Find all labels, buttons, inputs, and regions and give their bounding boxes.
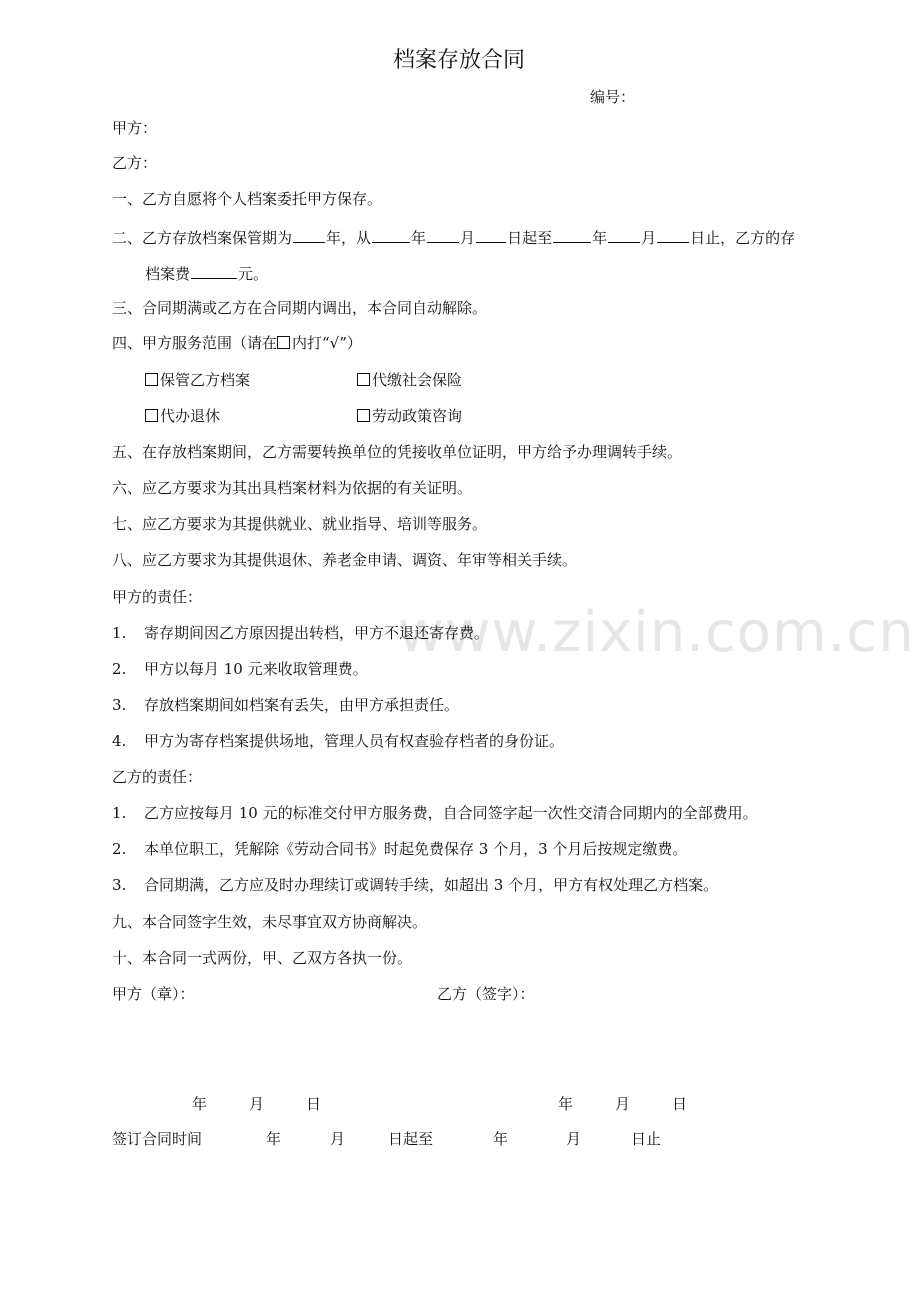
party-b-duties-heading: 乙方的责任：	[112, 768, 203, 786]
party-b-signature-label: 乙方（签字）：	[437, 985, 535, 1003]
clause-5: 五、在存放档案期间，乙方需要转换单位的凭接收单位证明，甲方给予办理调转手续。	[112, 443, 683, 461]
party-a-duty-4: 4. 甲方为寄存档案提供场地，管理人员有权查验存档者的身份证。	[112, 732, 565, 750]
party-a-duties-heading: 甲方的责任：	[112, 588, 203, 606]
party-b-date-day: 日	[672, 1095, 688, 1113]
blank-period-years[interactable]	[293, 226, 325, 243]
option-social-insurance[interactable]: 代缴社会保险	[357, 370, 462, 390]
sign-date-year-2: 年	[493, 1130, 509, 1148]
clause-9: 九、本合同签字生效，未尽事宜双方协商解决。	[112, 913, 428, 931]
blank-end-month[interactable]	[608, 226, 640, 243]
clause-3: 三、合同期满或乙方在合同期内调出，本合同自动解除。	[112, 299, 488, 317]
party-b-date-year: 年	[558, 1095, 574, 1113]
party-b-duty-2: 2. 本单位职工，凭解除《劳动合同书》时起免费保存 3 个月，3 个月后按规定缴费。	[112, 840, 688, 858]
checkbox-icon	[277, 336, 290, 349]
party-a-date-year: 年	[192, 1095, 208, 1113]
sign-date-month: 月	[330, 1130, 346, 1148]
blank-start-day[interactable]	[476, 226, 506, 243]
party-a-label: 甲方：	[112, 119, 158, 137]
party-a-duty-3: 3. 存放档案期间如档案有丢失，由甲方承担责任。	[112, 696, 460, 714]
document-title: 档案存放合同	[393, 48, 526, 73]
clause-7: 七、应乙方要求为其提供就业、就业指导、培训等服务。	[112, 515, 488, 533]
clause-2-line-1: 二、乙方存放档案保管期为 年，从 年 月 日起至 年 月 日止，乙方的存	[112, 226, 795, 248]
checkbox-icon[interactable]	[145, 373, 158, 386]
clause-6: 六、应乙方要求为其出具档案材料为依据的有关证明。	[112, 479, 473, 497]
option-retirement[interactable]: 代办退休	[145, 406, 220, 426]
clause-1: 一、乙方自愿将个人档案委托甲方保存。	[112, 190, 383, 208]
party-a-seal-label: 甲方（章）：	[112, 985, 195, 1003]
contract-number-label: 编号：	[590, 88, 636, 106]
blank-start-year[interactable]	[372, 226, 410, 243]
party-b-duty-3: 3. 合同期满，乙方应及时办理续订或调转手续，如超出 3 个月，甲方有权处理乙方档案。	[112, 876, 719, 894]
checkbox-icon[interactable]	[357, 373, 370, 386]
sign-date-label: 签订合同时间	[112, 1130, 203, 1148]
clause-8: 八、应乙方要求为其提供退休、养老金申请、调资、年审等相关手续。	[112, 551, 578, 569]
party-a-date-day: 日	[306, 1095, 322, 1113]
party-a-date-month: 月	[249, 1095, 265, 1113]
sign-date-year: 年	[266, 1130, 282, 1148]
clause-4: 四、甲方服务范围（请在 内打“√”）	[112, 334, 362, 352]
blank-end-day[interactable]	[657, 226, 689, 243]
sign-date-month-2: 月	[566, 1130, 582, 1148]
watermark: www.zixin.com.cn	[398, 600, 915, 665]
blank-start-month[interactable]	[427, 226, 459, 243]
sign-date-from: 日起至	[388, 1130, 434, 1148]
sign-date-to: 日止	[631, 1130, 662, 1148]
party-b-duty-1: 1. 乙方应按每月 10 元的标准交付甲方服务费，自合同签字起一次性交清合同期内的全部费用。	[112, 804, 758, 822]
blank-fee-amount[interactable]	[191, 262, 237, 279]
option-labor-policy[interactable]: 劳动政策咨询	[357, 406, 462, 426]
clause-2-line-2: 档案费 元。	[145, 262, 268, 284]
party-a-duty-2: 2. 甲方以每月 10 元来收取管理费。	[112, 660, 368, 678]
checkbox-icon[interactable]	[357, 409, 370, 422]
party-a-duty-1: 1. 寄存期间因乙方原因提出转档，甲方不退还寄存费。	[112, 624, 490, 642]
checkbox-icon[interactable]	[145, 409, 158, 422]
option-keep-file[interactable]: 保管乙方档案	[145, 370, 250, 390]
blank-end-year[interactable]	[553, 226, 591, 243]
party-b-label: 乙方：	[112, 154, 158, 172]
clause-10: 十、本合同一式两份，甲、乙双方各执一份。	[112, 949, 413, 967]
party-b-date-month: 月	[615, 1095, 631, 1113]
